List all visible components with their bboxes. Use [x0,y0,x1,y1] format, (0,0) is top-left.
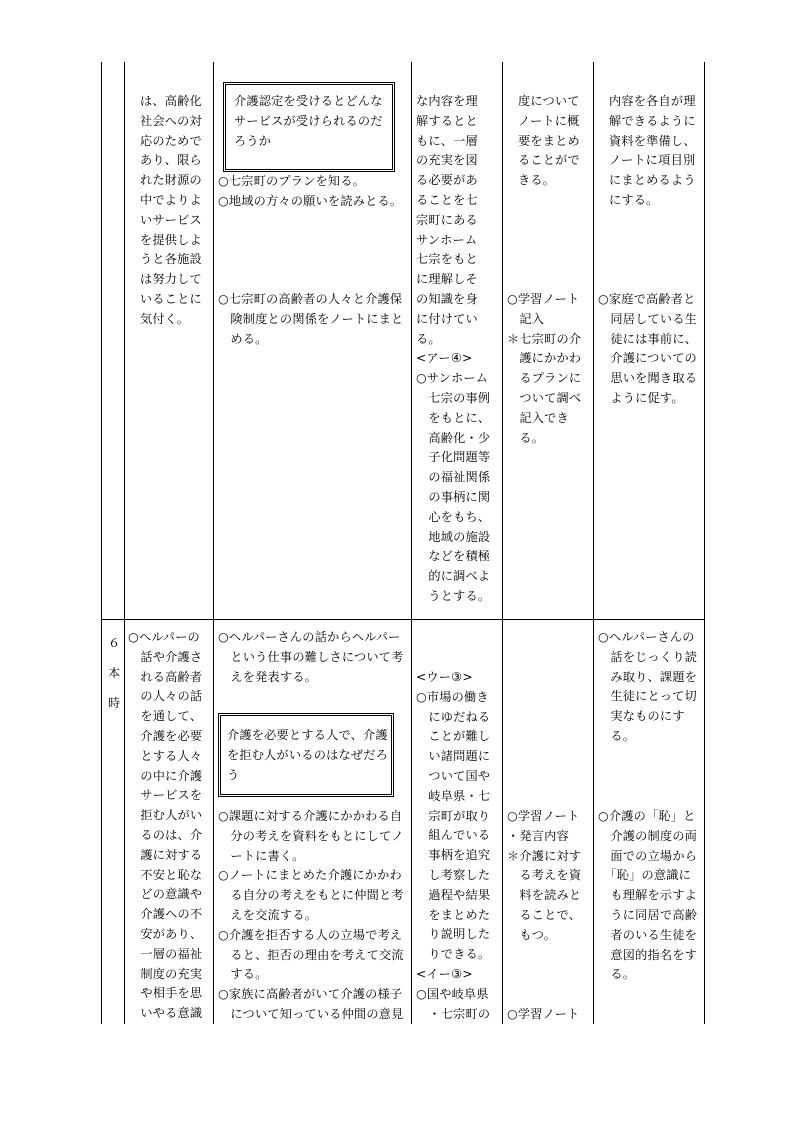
lower-question-line: 介護を必要とする人で、介護 [227,728,388,742]
lower-goal-line: 話や介護さ [128,649,203,664]
upper-evaluation-text [416,92,490,607]
upper-evaluation-line: 解するとと [416,113,478,128]
upper-goal-line: を提供しよ [140,232,202,247]
upper-evaluation-line: の事柄に関 [416,489,491,504]
lower-goal-line: れる高齢者 [128,669,203,684]
lower-support-b-line: 介護の制度の両 [598,828,698,843]
upper-method-b-line: ○学習ノート [507,292,580,306]
upper-evaluation-line: ることを七 [416,192,478,207]
lower-hour-label [108,628,120,718]
row-divider [101,619,705,620]
upper-goal-line: いサービス [140,212,202,227]
lower-evaluation-line: 事柄を追究 [416,848,491,863]
upper-support-text-b [598,290,697,409]
upper-goal-line: は、高齢化 [140,94,202,108]
lower-activity-b-line: ○家族に高齢者がいて介護の様子 [218,987,403,1002]
lower-evaluation-line: 岐阜県・七 [416,788,491,803]
lower-method-a-line: ・発言内容 [507,828,569,843]
upper-activity-b-line: ○七宗町の高齢者の人々と介護保 [218,292,403,306]
lower-support-text-a [598,628,697,747]
upper-evaluation-line: 心をもち、 [416,509,491,524]
upper-method-a-line: 要をまとめ [518,133,580,148]
upper-evaluation-line: 子化問題等 [416,450,491,465]
upper-evaluation-line: をもとに、 [416,410,491,425]
lower-goal-line: とする人々 [128,748,203,763]
lower-method-a-line: ＊介護に対す [507,848,582,863]
lower-activity-b-line: る自分の考えをもとに仲間と考 [218,888,404,903]
upper-evaluation-line: などを積極 [416,549,491,564]
lower-support-a-line: 話をじっくり読 [598,649,698,664]
lower-method-a-line: る考えを資 [507,868,582,883]
upper-evaluation-line: な内容を理 [416,94,478,108]
lower-support-text-b [598,807,697,985]
upper-evaluation-line: の知識を身 [416,291,478,306]
upper-support-a-line: 解できるように [609,113,696,128]
lower-activity-b-line: ートに書く。 [218,848,305,863]
lower-evaluation-line: い諸問題に [416,749,491,764]
table-left-border [101,62,102,1024]
lower-activity-b-line: ○ノートにまとめた介護にかかわ [218,868,402,883]
column-divider-3 [411,62,412,1024]
lower-support-a-line: み取り、課題を [598,669,698,684]
upper-evaluation-line: ○サンホーム [416,371,489,386]
lower-goal-text [128,628,202,1024]
lower-activity-b-line: ると、拒否の理由を考えて交流 [218,947,404,962]
lower-question-line: を拒む人がいるのはなぜだろ [227,747,389,762]
upper-support-b-line: 同居している生 [598,311,698,326]
column-divider-2 [213,62,214,1024]
upper-evaluation-line: サンホーム [416,232,478,247]
column-divider-1 [124,62,125,1024]
upper-method-text-b [507,290,581,448]
upper-activity-b-line: 険制度との関係をノートにまと [218,311,404,326]
lower-hour-line: 本 [108,666,121,680]
lower-activity-b-line: する。 [218,967,268,982]
lower-evaluation-line: り説明した [416,927,491,942]
lower-goal-line: 護に対する [128,847,203,862]
upper-method-b-line: 記入でき [507,410,569,425]
lower-method-a-line: もつ。 [507,927,557,942]
lower-support-b-line: 者のいる生徒を [598,927,698,942]
lower-activity-a-line: という仕事の難しさについて考 [218,649,404,664]
upper-activity-text-b [218,290,403,349]
lower-evaluation-line: し考察した [416,867,491,882]
lower-goal-line: 介護への不 [128,907,203,922]
upper-activity-a-line: ○地域の方々の願いを読みとる。 [218,193,403,208]
table-right-border [704,62,705,1024]
lower-method-text-b [507,1005,579,1025]
upper-goal-line: 気付く。 [140,311,190,326]
upper-support-b-line: 徒には事前に、 [598,331,698,346]
upper-support-text-a [609,92,696,211]
lower-support-b-line: うに同居で高齢 [598,907,698,922]
lower-goal-line: どの意識や [128,887,203,902]
lower-goal-line: サービスを [128,788,203,803]
lower-goal-line: の人々の話 [128,689,203,704]
lower-evaluation-line: 宗町が取り [416,808,491,823]
lower-activity-b-line: について知っている仲間の意見 [218,1006,404,1021]
upper-question-text [234,92,392,151]
upper-activity-text-a [218,172,402,212]
lower-goal-line: を通して、 [128,709,203,724]
lower-evaluation-line: りできる。 [416,947,491,962]
lower-support-b-line: 「恥」の意識に [598,868,691,883]
lower-method-b-line: ○学習ノート [507,1007,580,1021]
lower-support-a-line: る。 [598,728,636,743]
lower-question-line: う [227,767,240,782]
upper-support-a-line: 資料を準備し、 [609,133,696,148]
upper-goal-line: あり、限ら [140,153,202,168]
upper-support-a-line: ノートに項目別 [609,153,696,168]
lower-evaluation-line: ついて国や [416,768,491,783]
upper-method-a-line: ノートに概 [518,113,580,128]
lower-support-a-line: 実なものにす [598,709,685,724]
upper-evaluation-line: る必要があ [416,173,478,188]
lower-method-text-a [507,807,581,946]
lower-evaluation-text [416,668,490,1024]
upper-evaluation-line: うとする。 [416,588,491,603]
lower-goal-line: の中に介護 [128,768,203,783]
lower-evaluation-line: をまとめた [416,907,491,922]
upper-question-line: 介護認定を受けるとどんな [234,94,383,108]
upper-support-a-line: 内容を各自が理 [609,94,696,108]
lower-goal-line: や相手を思 [128,986,203,1001]
lower-method-a-line: 料を読みと [507,888,582,903]
lower-goal-line: 拒む人がい [128,808,203,823]
lower-activity-b-line: ○課題に対する介護にかかわる自 [218,809,403,823]
upper-question-box [223,82,395,172]
lower-evaluation-line: にゆだねる [416,709,491,724]
lower-hour-line: 時 [108,696,121,710]
upper-method-b-line: ついて調べ [507,390,582,405]
upper-evaluation-line: 宗町にある [416,212,478,227]
lower-evaluation-line: ・七宗町の [416,1006,491,1021]
lower-support-b-line: 面での立場から [598,848,698,863]
upper-support-b-line: 思いを聞き取る [598,371,698,386]
upper-goal-line: れた財源の [140,173,202,188]
upper-method-b-line: る。 [507,430,545,445]
upper-evaluation-line: 七宗をもと [416,252,478,267]
lower-evaluation-line: <ウー③> [416,670,473,684]
lower-goal-line: 制度の充実 [128,966,203,981]
upper-support-a-line: にする。 [609,192,659,207]
lower-activity-b-line: えを交流する。 [218,907,318,922]
upper-support-b-line: ○家庭で高齢者と [598,292,696,306]
upper-goal-line: 応のためで [140,133,202,148]
upper-evaluation-line: 高齢化・少 [416,430,491,445]
lower-question-text [227,726,391,785]
upper-evaluation-line: る。 [416,331,441,346]
upper-evaluation-line: 地域の施設 [416,529,491,544]
upper-goal-line: 社会への対 [140,113,202,128]
column-divider-5 [593,62,594,1024]
upper-evaluation-line: もに、一層 [416,133,478,148]
upper-evaluation-line: に理解しそ [416,272,478,287]
lower-hour-line: ６ [108,636,121,650]
upper-goal-line: 中でよりよ [140,192,202,207]
lower-activity-text-a [218,628,404,687]
lower-support-b-line: る。 [598,967,636,982]
lower-evaluation-line: <イー③> [416,966,473,981]
lower-support-a-line: ○ヘルパーさんの [598,630,695,644]
lower-activity-b-line: ○介護を拒否する人の立場で考え [218,927,403,942]
upper-method-b-line: ＊七宗町の介 [507,331,582,346]
lower-activity-text-b [218,807,404,1025]
lower-evaluation-line: ○国や岐阜県 [416,986,489,1001]
lower-support-b-line: 意図的指名をす [598,947,698,962]
upper-question-line: ろうか [234,133,272,148]
lower-method-a-line: ○学習ノート [507,809,580,823]
upper-support-b-line: ように促す。 [598,390,684,405]
upper-evaluation-line: <アー④> [416,351,473,366]
upper-method-a-line: きる。 [518,173,556,188]
lower-support-a-line: 生徒にとって切 [598,689,697,704]
upper-activity-a-line: ○七宗町のプランを知る。 [218,174,366,188]
lower-goal-line: 不安と恥な [128,867,203,882]
lower-goal-line: ○ヘルパーの [128,630,200,644]
lower-goal-line: 介護を必要 [128,728,203,743]
upper-evaluation-line: の福祉関係 [416,470,491,485]
lower-goal-line: るのは、介 [128,827,203,842]
upper-evaluation-line: 七宗の事例 [416,390,491,405]
upper-support-a-line: にまとめるよう [609,173,696,188]
upper-method-a-line: ることがで [518,153,580,168]
lower-method-a-line: ることで、 [507,907,582,922]
lower-evaluation-line: 組んでいる [416,828,491,843]
upper-evaluation-line: 的に調べよ [416,569,491,584]
upper-method-a-line: 度について [518,94,580,108]
upper-question-line: サービスが受けられるのだ [234,113,383,128]
upper-method-b-line: 護にかかわ [507,351,582,366]
lower-question-box [218,713,394,797]
lower-activity-a-line: えを発表する。 [218,669,318,684]
upper-method-b-line: るプランに [507,371,582,386]
upper-evaluation-line: の充実を図 [416,153,478,168]
lower-support-b-line: ○介護の「恥」と [598,809,696,823]
lower-activity-a-line: ○ヘルパーさんの話からヘルパー [218,630,401,644]
lower-evaluation-line: 過程や結果 [416,887,491,902]
lower-evaluation-line: ○市場の働き [416,689,489,704]
lower-goal-line: 一層の福祉 [128,946,203,961]
lower-evaluation-line: ことが難し [416,729,491,744]
lower-support-b-line: も理解を示すよ [598,888,698,903]
upper-goal-line: いることに [140,291,202,306]
upper-activity-b-line: める。 [218,331,268,346]
upper-goal-line: うと各施設 [140,252,202,267]
lower-activity-b-line: 分の考えを資料をもとにしてノ [218,828,404,843]
column-divider-4 [502,62,503,1024]
upper-evaluation-line: に付けてい [416,311,478,326]
upper-method-text-a [518,92,580,191]
upper-goal-text [140,92,202,330]
lower-goal-line: いやる意識 [128,1006,203,1021]
upper-goal-line: は努力して [140,272,202,287]
upper-method-b-line: 記入 [507,311,545,326]
upper-support-b-line: 介護についての [598,351,697,366]
lower-goal-line: 安があり、 [128,926,203,941]
